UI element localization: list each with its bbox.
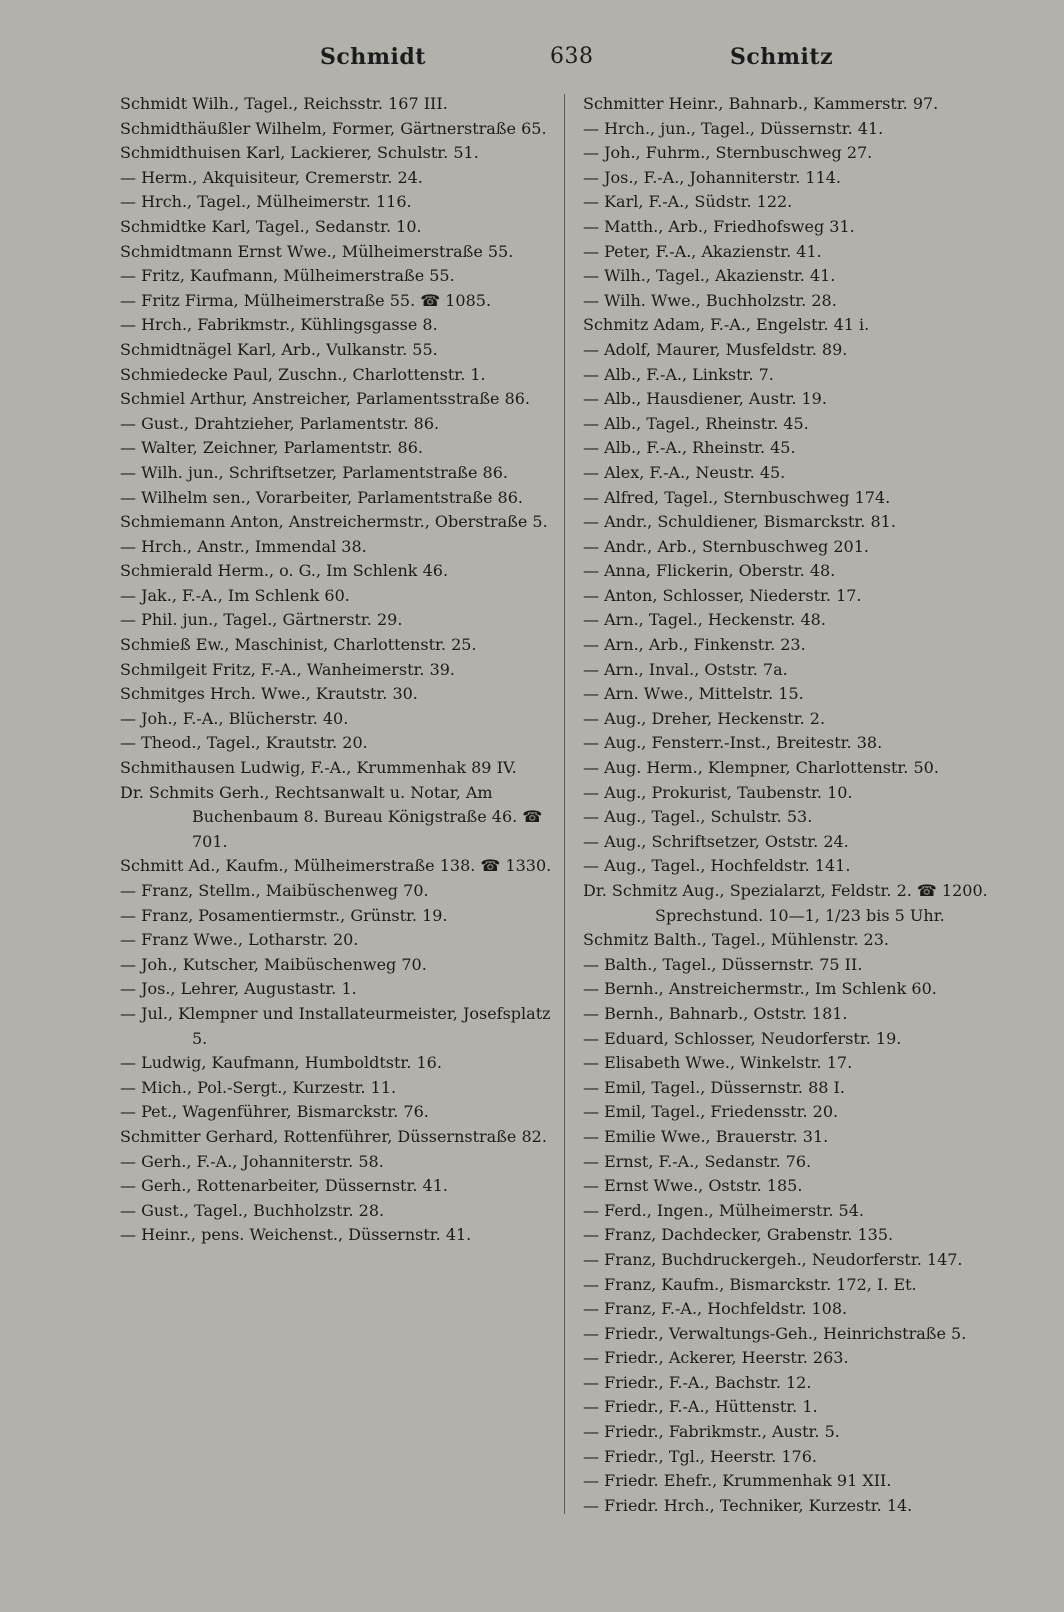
directory-entry: — Aug., Fensterr.-Inst., Breitestr. 38.: [583, 733, 883, 753]
directory-entry: — Hrch., jun., Tagel., Düssernstr. 41.: [583, 118, 884, 138]
directory-entry: — Ludwig, Kaufmann, Humboldtstr. 16.: [120, 1053, 442, 1073]
directory-entry: — Aug., Tagel., Hochfeldstr. 141.: [583, 856, 851, 876]
directory-entry: — Friedr. Ehefr., Krummenhak 91 XII.: [583, 1471, 892, 1491]
directory-entry: — Friedr., Fabrikmstr., Austr. 5.: [583, 1422, 840, 1442]
directory-entry: — Herm., Akquisiteur, Cremerstr. 24.: [120, 167, 423, 187]
directory-entry: — Gerh., F.-A., Johanniterstr. 58.: [120, 1151, 384, 1171]
directory-entry: Schmiel Arthur, Anstreicher, Parlamentsstraße 86.: [120, 389, 531, 409]
directory-entry: Schmitz Adam, F.-A., Engelstr. 41 i.: [583, 315, 870, 335]
directory-entry: Schmiemann Anton, Anstreichermstr., Oberstraße 5.: [120, 512, 548, 532]
directory-entry: — Wilh., Tagel., Akazienstr. 41.: [583, 266, 836, 286]
directory-entry: Schmitter Gerhard, Rottenführer, Düssernstraße 82.: [120, 1126, 547, 1146]
directory-entry: Schmidthuisen Karl, Lackierer, Schulstr. 51.: [120, 143, 479, 163]
directory-entry: — Ferd., Ingen., Mülheimerstr. 54.: [583, 1200, 864, 1220]
directory-entry: — Friedr., Ackerer, Heerstr. 263.: [583, 1348, 849, 1368]
directory-entry: — Arn., Tagel., Heckenstr. 48.: [583, 610, 826, 630]
directory-entry: — Friedr., F.-A., Bachstr. 12.: [583, 1372, 812, 1392]
directory-entry: — Aug. Herm., Klempner, Charlottenstr. 50.: [583, 758, 939, 778]
directory-entry: — Wilhelm sen., Vorarbeiter, Parlamentstraße 86.: [120, 487, 523, 507]
directory-entry: — Franz, Buchdruckergeh., Neudorferstr. 147.: [583, 1249, 963, 1269]
directory-entry: — Hrch., Tagel., Mülheimerstr. 116.: [120, 192, 412, 212]
directory-entry: — Joh., F.-A., Blücherstr. 40.: [120, 708, 349, 728]
directory-entry: — Andr., Arb., Sternbuschweg 201.: [583, 536, 869, 556]
directory-entry: — Wilh. jun., Schriftsetzer, Parlamentstraße 86.: [120, 462, 508, 482]
directory-entry: — Emil, Tagel., Friedensstr. 20.: [583, 1102, 839, 1122]
header-left-surname: Schmidt: [320, 44, 426, 70]
directory-entry: — Aug., Prokurist, Taubenstr. 10.: [583, 782, 853, 802]
directory-entry: — Hrch., Fabrikmstr., Kühlingsgasse 8.: [120, 315, 438, 335]
directory-entry: — Karl, F.-A., Südstr. 122.: [583, 192, 793, 212]
directory-entry: Schmitter Heinr., Bahnarb., Kammerstr. 97.: [583, 94, 939, 113]
directory-entry: — Arn., Inval., Oststr. 7a.: [583, 659, 788, 679]
directory-entry: — Emil, Tagel., Düssernstr. 88 I.: [583, 1077, 845, 1097]
directory-entry: — Gerh., Rottenarbeiter, Düssernstr. 41.: [120, 1176, 448, 1196]
directory-entry: — Franz, Dachdecker, Grabenstr. 135.: [583, 1225, 894, 1245]
page-header: [120, 44, 1000, 76]
directory-entry: — Friedr., Verwaltungs-Geh., Heinrichstraße 5.: [583, 1323, 967, 1343]
directory-entry: — Eduard, Schlosser, Neudorferstr. 19.: [583, 1028, 902, 1048]
directory-entry: — Heinr., pens. Weichenst., Düssernstr. 41.: [120, 1225, 472, 1245]
directory-entry: — Alex, F.-A., Neustr. 45.: [583, 462, 786, 482]
directory-entry: — Friedr., Tgl., Heerstr. 176.: [583, 1446, 817, 1466]
directory-entry: — Jos., Lehrer, Augustastr. 1.: [120, 979, 357, 999]
left-column: [120, 92, 560, 1248]
directory-entry: Schmiedecke Paul, Zuschn., Charlottenstr. 1.: [120, 364, 486, 384]
directory-entry: — Joh., Fuhrm., Sternbuschweg 27.: [583, 143, 873, 163]
directory-entry: — Alb., Hausdiener, Austr. 19.: [583, 389, 827, 409]
directory-entry: — Aug., Tagel., Schulstr. 53.: [583, 807, 813, 827]
directory-entry: Schmierald Herm., o. G., Im Schlenk 46.: [120, 561, 449, 581]
column-divider: [564, 94, 565, 1514]
directory-entry: — Alfred, Tagel., Sternbuschweg 174.: [583, 487, 891, 507]
directory-entry: — Ernst, F.-A., Sedanstr. 76.: [583, 1151, 812, 1171]
directory-entry: — Theod., Tagel., Krautstr. 20.: [120, 733, 368, 753]
directory-entry: — Phil. jun., Tagel., Gärtnerstr. 29.: [120, 610, 403, 630]
directory-entry: — Alb., Tagel., Rheinstr. 45.: [583, 413, 809, 433]
directory-entry: Schmitt Ad., Kaufm., Mülheimerstraße 138. ☎ 1330.: [120, 856, 552, 876]
directory-entry: — Walter, Zeichner, Parlamentstr. 86.: [120, 438, 423, 458]
directory-entry: Schmitz Balth., Tagel., Mühlenstr. 23.: [583, 930, 889, 950]
directory-entry: — Wilh. Wwe., Buchholzstr. 28.: [583, 290, 837, 310]
directory-entry: — Gust., Tagel., Buchholzstr. 28.: [120, 1200, 385, 1220]
directory-entry: — Joh., Kutscher, Maibüschenweg 70.: [120, 954, 427, 974]
directory-entry: — Jos., F.-A., Johanniterstr. 114.: [583, 167, 842, 187]
page-number: 638: [550, 44, 594, 69]
directory-entry: — Fritz Firma, Mülheimerstraße 55. ☎ 1085.: [120, 290, 492, 310]
directory-entry: — Ernst Wwe., Oststr. 185.: [583, 1176, 803, 1196]
directory-entry: — Mich., Pol.-Sergt., Kurzestr. 11.: [120, 1077, 397, 1097]
directory-entry: — Bernh., Bahnarb., Oststr. 181.: [583, 1003, 848, 1023]
directory-entry: Dr. Schmitz Aug., Spezialarzt, Feldstr. 2. ☎ 1200. Sprechstund. 10—1, 1/23 bis 5 Uhr.: [583, 881, 988, 925]
directory-entry: — Friedr. Hrch., Techniker, Kurzestr. 14.: [583, 1495, 913, 1515]
directory-entry: Dr. Schmits Gerh., Rechtsanwalt u. Notar, Am Buchenbaum 8. Bureau Königstraße 46. ☎ 701.: [120, 782, 543, 851]
directory-entry: — Matth., Arb., Friedhofsweg 31.: [583, 216, 855, 236]
directory-entry: — Anton, Schlosser, Niederstr. 17.: [583, 585, 862, 605]
directory-entry: — Gust., Drahtzieher, Parlamentstr. 86.: [120, 413, 440, 433]
directory-entry: — Bernh., Anstreichermstr., Im Schlenk 60.: [583, 979, 937, 999]
directory-entry: — Fritz, Kaufmann, Mülheimerstraße 55.: [120, 266, 455, 286]
directory-entry: — Alb., F.-A., Linkstr. 7.: [583, 364, 774, 384]
directory-entry: — Pet., Wagenführer, Bismarckstr. 76.: [120, 1102, 429, 1122]
directory-entry: — Anna, Flickerin, Oberstr. 48.: [583, 561, 836, 581]
directory-entry: — Arn. Wwe., Mittelstr. 15.: [583, 684, 804, 704]
directory-entry: — Alb., F.-A., Rheinstr. 45.: [583, 438, 796, 458]
header-right-surname: Schmitz: [730, 44, 834, 70]
directory-entry: — Aug., Schriftsetzer, Oststr. 24.: [583, 831, 849, 851]
directory-entry: — Jul., Klempner und Installateurmeister, Josefsplatz 5.: [120, 1003, 551, 1048]
directory-entry: — Franz, Kaufm., Bismarckstr. 172, I. Et.: [583, 1274, 917, 1294]
directory-entry: — Franz, Stellm., Maibüschenweg 70.: [120, 881, 429, 900]
directory-entry: Schmidtnägel Karl, Arb., Vulkanstr. 55.: [120, 339, 438, 359]
directory-entry: Schmitges Hrch. Wwe., Krautstr. 30.: [120, 684, 418, 704]
directory-entry: Schmilgeit Fritz, F.-A., Wanheimerstr. 39.: [120, 659, 456, 679]
directory-entry: — Franz, F.-A., Hochfeldstr. 108.: [583, 1299, 848, 1319]
directory-entry: Schmithausen Ludwig, F.-A., Krummenhak 89 IV.: [120, 758, 517, 778]
directory-entry: — Arn., Arb., Finkenstr. 23.: [583, 635, 806, 655]
directory-entry: — Adolf, Maurer, Musfeldstr. 89.: [583, 339, 848, 359]
directory-entry: Schmidtmann Ernst Wwe., Mülheimerstraße 55.: [120, 241, 514, 261]
directory-entry: — Peter, F.-A., Akazienstr. 41.: [583, 241, 822, 261]
directory-entry: — Franz Wwe., Lotharstr. 20.: [120, 930, 359, 950]
directory-entry: — Balth., Tagel., Düssernstr. 75 II.: [583, 954, 863, 974]
right-column: [583, 92, 1013, 1518]
directory-entry: — Franz, Posamentiermstr., Grünstr. 19.: [120, 905, 448, 925]
directory-entry: — Emilie Wwe., Brauerstr. 31.: [583, 1126, 829, 1146]
directory-entry: Schmidt Wilh., Tagel., Reichsstr. 167 III.: [120, 94, 448, 113]
directory-entry: — Andr., Schuldiener, Bismarckstr. 81.: [583, 512, 896, 532]
directory-entry: Schmieß Ew., Maschinist, Charlottenstr. 25.: [120, 635, 477, 655]
directory-entry: — Jak., F.-A., Im Schlenk 60.: [120, 585, 350, 605]
directory-entry: Schmidtke Karl, Tagel., Sedanstr. 10.: [120, 216, 422, 236]
directory-entry: Schmidthäußler Wilhelm, Former, Gärtnerstraße 65.: [120, 118, 547, 138]
directory-entry: — Aug., Dreher, Heckenstr. 2.: [583, 708, 826, 728]
directory-entry: — Hrch., Anstr., Immendal 38.: [120, 536, 367, 556]
directory-entry: — Elisabeth Wwe., Winkelstr. 17.: [583, 1053, 853, 1073]
directory-entry: — Friedr., F.-A., Hüttenstr. 1.: [583, 1397, 818, 1417]
